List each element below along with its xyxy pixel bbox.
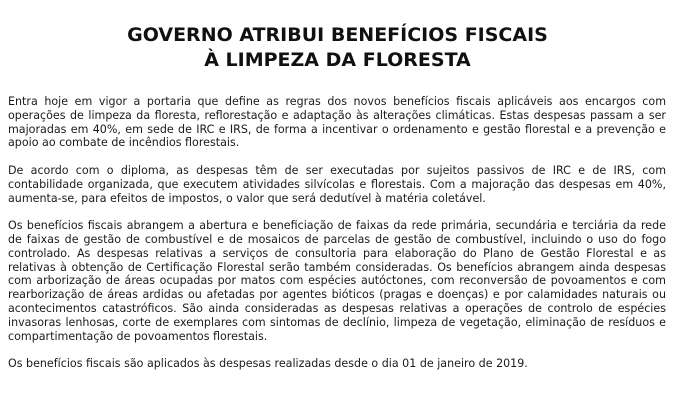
paragraph-1: Entra hoje em vigor a portaria que define as regras dos novos benefícios fiscais aplicáveis aos encargos com operações de limpeza da floresta, reflorestação e adaptação às alterações climáticas. Estas despesas passam a ser majoradas em 40%, em sede de IRC e IRS, de forma a incentivar o ordenamento e gestão florestal e a prevenção e apoio ao combate de incêndios florestais.: [8, 95, 666, 150]
title-line-2: À LIMPEZA DA FLORESTA: [204, 48, 471, 71]
title-line-1: GOVERNO ATRIBUI BENEFÍCIOS FISCAIS: [127, 23, 548, 46]
paragraph-3: Os benefícios fiscais abrangem a abertura e beneficiação de faixas da rede primária, secundária e terciária da rede de faixas de gestão de combustível e de mosaicos de parcelas de gestão de combustível, incluindo o uso do fogo controlado. As despesas relativas a serviços de consultoria para elaboração do Plano de Gestão Florestal e as relativas à obtenção de Certificação Florestal serão também consideradas. Os benefícios abrangem ainda despesas com arborização de áreas ocupadas por matos com espécies autóctones, com reconversão de povoamentos e com rearborização de áreas ardidas ou afetadas por agentes bióticos (pragas e doenças) e por calamidades naturais ou acontecimentos catastróficos. São ainda consideradas as despesas relativas a operações de controlo de espécies invasoras lenhosas, corte de exemplares com sintomas de declínio, limpeza de vegetação, eliminação de resíduos e compartimentação de povoamentos florestais.: [8, 219, 666, 343]
paragraph-2: De acordo com o diploma, as despesas têm de ser executadas por sujeitos passivos de IRC e de IRS, com contabilidade organizada, que executem atividades silvícolas e florestais. Com a majoração das despesas em 40%, aumenta-se, para efeitos de impostos, o valor que será dedutível à matéria coletável.: [8, 163, 666, 205]
paragraph-4: Os benefícios fiscais são aplicados às despesas realizadas desde o dia 01 de janeiro de 2019.: [8, 357, 528, 371]
article-body: [8, 95, 666, 385]
article-title: [0, 23, 675, 73]
